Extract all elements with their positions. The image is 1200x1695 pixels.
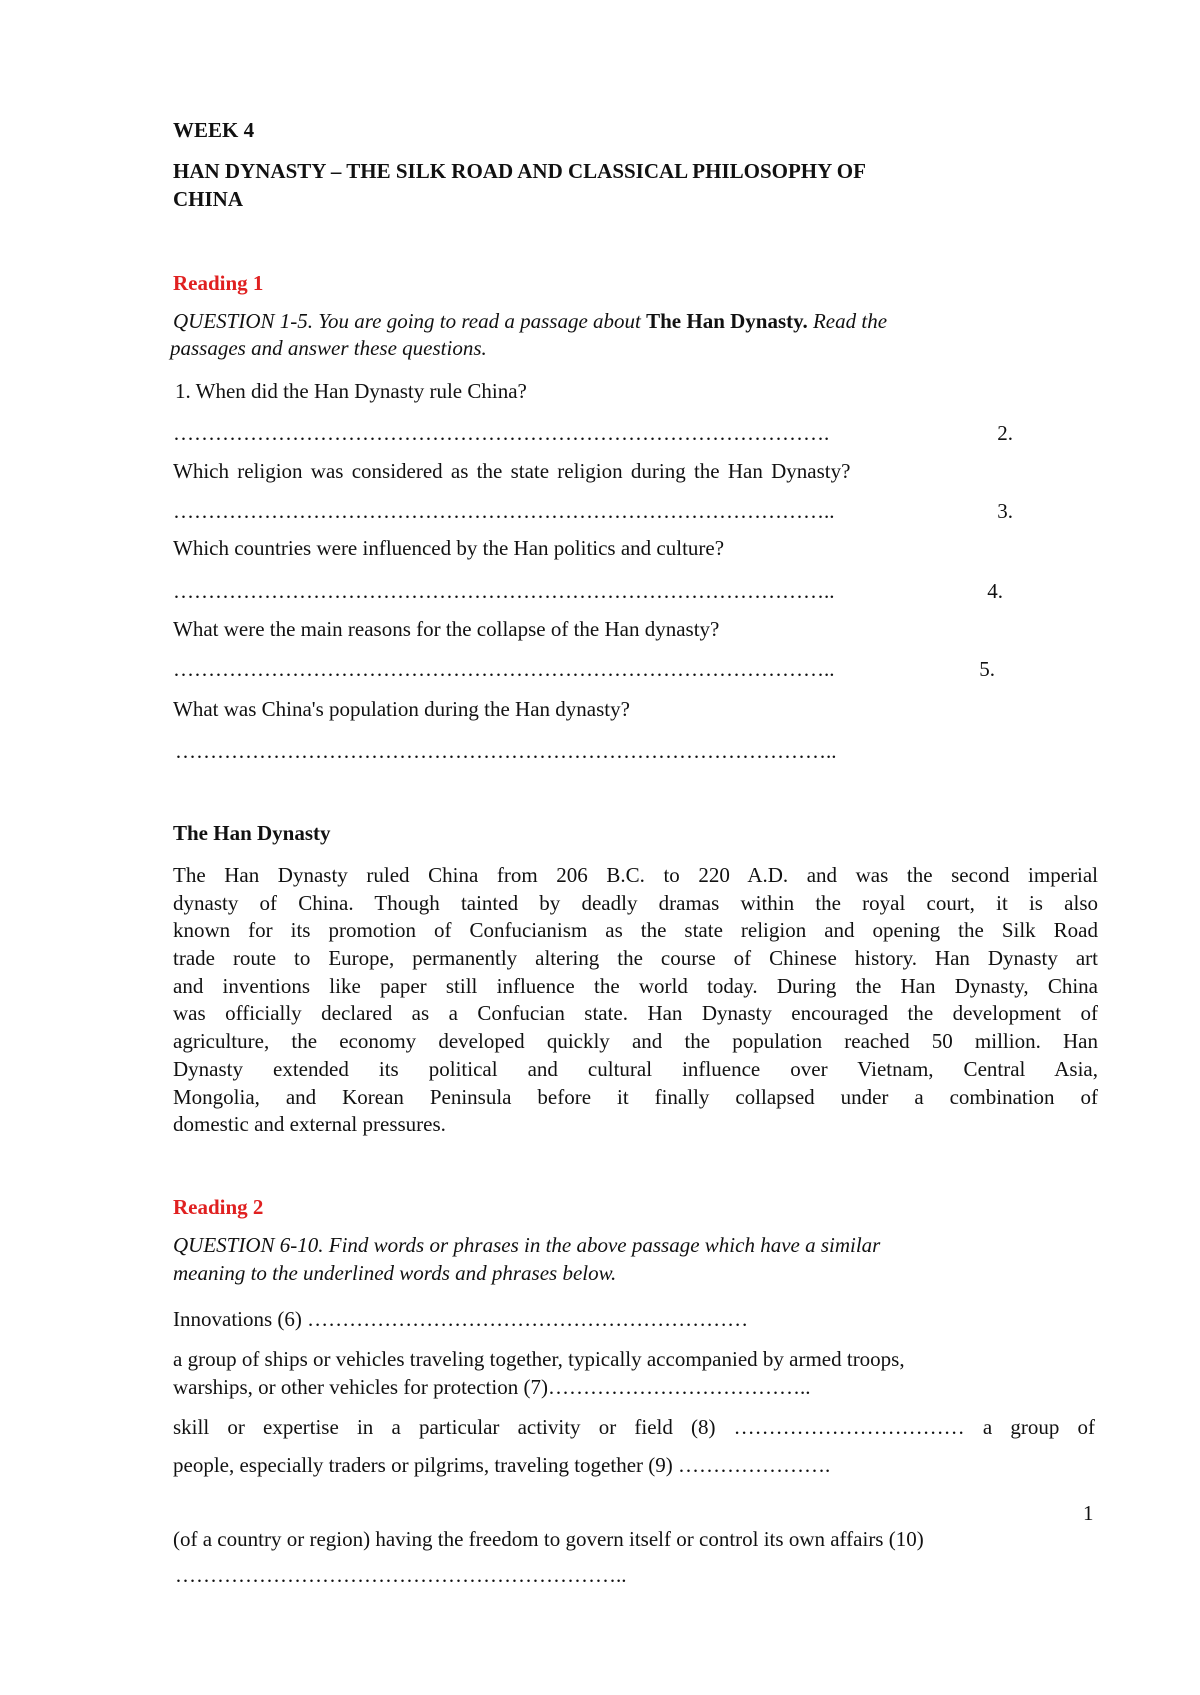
question-number-2: 2.	[997, 421, 1013, 445]
question-number-4: 4.	[987, 579, 1003, 603]
answer-line-5: …………………………………………………………………………………..	[175, 739, 837, 763]
reading2-instructions-line1: QUESTION 6-10. Find words or phrases in the above passage which have a similar	[173, 1233, 881, 1257]
passage-line: Mongolia, and Korean Peninsula before it finally collapsed under a combination of	[173, 1084, 1098, 1109]
answer-line-4	[173, 656, 995, 682]
passage-line: trade route to Europe, permanently altering the course of Chinese history. Han Dynasty art	[173, 946, 1098, 971]
question-2: Which religion was considered as the state religion during the Han Dynasty?	[173, 459, 851, 483]
week-label: WEEK 4	[173, 118, 255, 142]
reading1-instr-part-b: Read the	[807, 309, 888, 333]
question-number-3: 3.	[997, 499, 1013, 523]
dots-1: ………………………………………………………………………………….	[173, 421, 830, 445]
answer-line-2	[173, 498, 1013, 524]
document-title-line1: HAN DYNASTY – THE SILK ROAD AND CLASSICAL PHILOSOPHY OF	[173, 159, 866, 183]
passage-body	[173, 862, 1098, 1139]
reading1-instr-bold: The Han Dynasty.	[646, 309, 808, 333]
passage-line: Dynasty extended its political and cultural influence over Vietnam, Central Asia,	[173, 1056, 1098, 1081]
item-10-line2: ………………………………………………………..	[175, 1563, 627, 1587]
item-6: Innovations (6) ………………………………………………………	[173, 1307, 749, 1331]
answer-line-3	[173, 578, 1003, 604]
passage-line: and inventions like paper still influence the world today. During the Han Dynasty, China	[173, 973, 1098, 998]
passage-line: The Han Dynasty ruled China from 206 B.C. to 220 A.D. and was the second imperial	[173, 863, 1098, 887]
passage-line: domestic and external pressures.	[173, 1112, 446, 1137]
question-5: What was China's population during the Han dynasty?	[173, 697, 630, 721]
reading1-instructions-line1	[173, 308, 887, 334]
reading2-heading: Reading 2	[173, 1195, 264, 1219]
reading1-instr-part-a: QUESTION 1-5. You are going to read a passage about	[173, 309, 647, 333]
passage-line: dynasty of China. Though tainted by deadly dramas within the royal court, it is also	[173, 890, 1098, 915]
item-9-line: people, especially traders or pilgrims, traveling together (9) ………………….	[173, 1453, 831, 1477]
reading2-instructions-line2: meaning to the underlined words and phrases below.	[173, 1261, 617, 1285]
item-8-line: skill or expertise in a particular activity or field (8) …………………………… a group of	[173, 1415, 1095, 1439]
passage-line: known for its promotion of Confucianism as the state religion and opening the Silk Road	[173, 918, 1098, 943]
passage-line: was officially declared as a Confucian state. Han Dynasty encouraged the development of	[173, 1001, 1098, 1026]
reading1-instructions-line2: passages and answer these questions.	[170, 336, 487, 360]
document-title-line2: CHINA	[173, 187, 244, 211]
dots-2: …………………………………………………………………………………..	[173, 499, 835, 523]
item-7-line2: warships, or other vehicles for protection (7)………………………………..	[173, 1375, 811, 1399]
dots-4: …………………………………………………………………………………..	[173, 657, 835, 681]
dots-3: …………………………………………………………………………………..	[173, 579, 835, 603]
answer-line-1	[173, 420, 1013, 446]
question-3: Which countries were influenced by the Han politics and culture?	[173, 536, 725, 560]
item-7-line1: a group of ships or vehicles traveling together, typically accompanied by armed troops,	[173, 1347, 905, 1371]
passage-line: agriculture, the economy developed quickly and the population reached 50 million. Han	[173, 1029, 1098, 1054]
passage-title: The Han Dynasty	[173, 821, 331, 845]
question-4: What were the main reasons for the collapse of the Han dynasty?	[173, 617, 720, 641]
question-1: 1. When did the Han Dynasty rule China?	[175, 379, 527, 403]
item-10-line1: (of a country or region) having the freedom to govern itself or control its own affairs (10)	[173, 1527, 924, 1551]
reading1-heading: Reading 1	[173, 271, 264, 295]
page-number: 1	[1083, 1501, 1094, 1525]
question-number-5: 5.	[979, 657, 995, 681]
